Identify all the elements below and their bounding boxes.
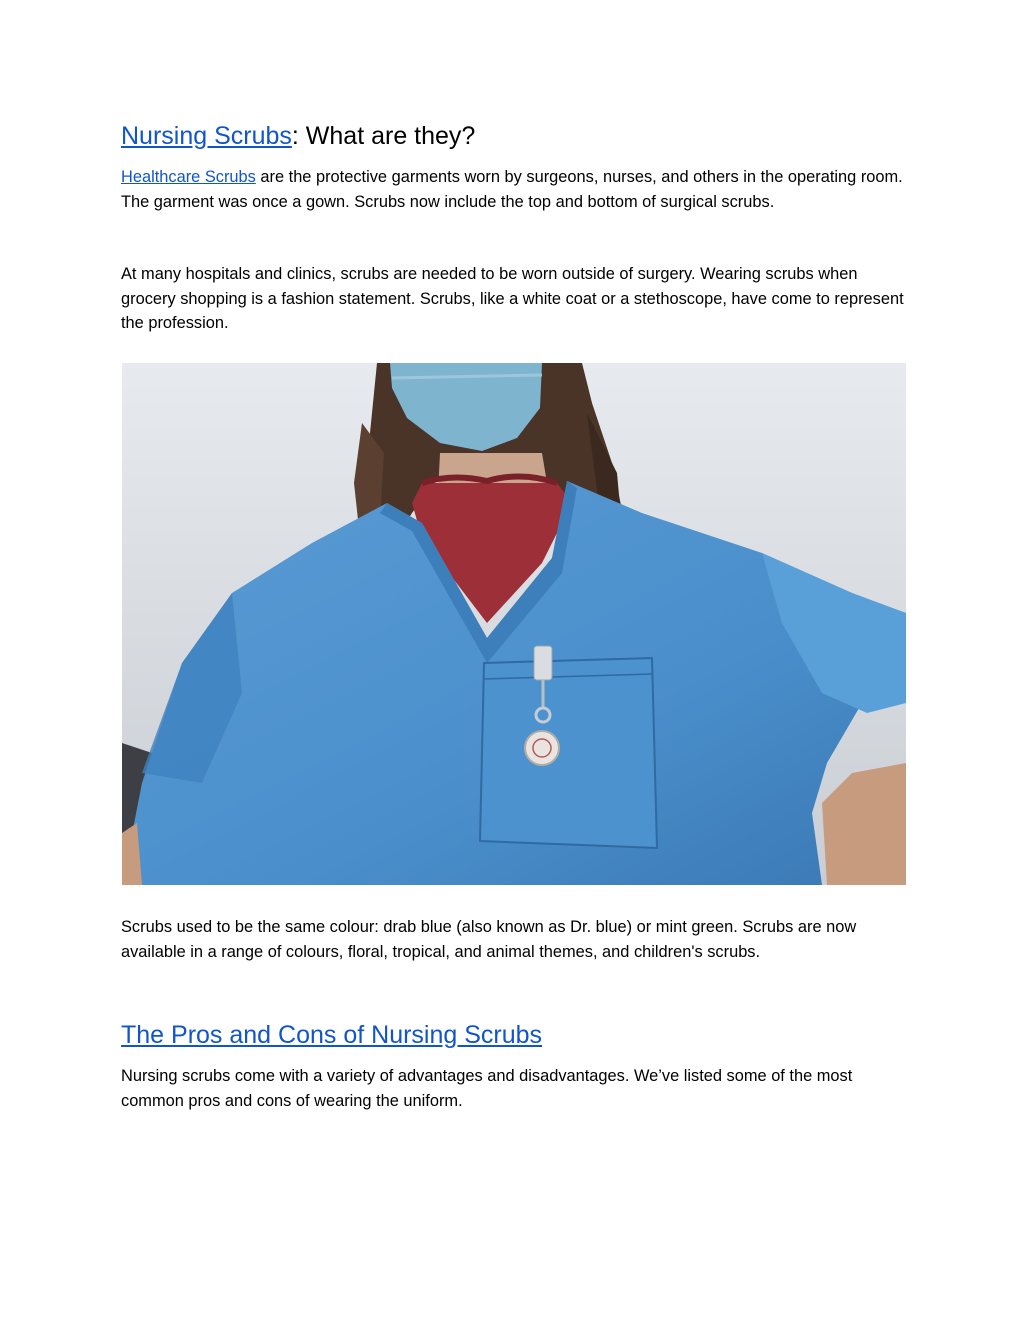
paragraph-pros-cons-intro: Nursing scrubs come with a variety of advantages and disadvantages. We’ve listed some of the most common pros and cons of wearing the uniform.: [121, 1067, 853, 1110]
heading-text: : What are they?: [291, 122, 476, 150]
nursing-scrubs-link[interactable]: Nursing Scrubs: [121, 122, 292, 150]
healthcare-scrubs-link[interactable]: Healthcare Scrubs: [121, 168, 256, 186]
pros-cons-link[interactable]: The Pros and Cons of Nursing Scrubs: [121, 1021, 543, 1049]
section-heading-pros-cons: [121, 1018, 542, 1052]
nurse-illustration: [122, 363, 906, 885]
paragraph-colours: Scrubs used to be the same colour: drab blue (also known as Dr. blue) or mint green. Scrubs are now available in a range of colours, floral, tropical, and animal themes, and children's scrubs.: [121, 918, 857, 961]
section-heading-what-are-they: [121, 119, 475, 153]
paragraph-intro-text: are the protective garments worn by surgeons, nurses, and others in the operating room. The garment was once a gown. Scrubs now include the top and bottom of surgical scrubs.: [121, 168, 903, 211]
nurse-scrubs-photo: [122, 363, 906, 885]
paragraph-outside-surgery: At many hospitals and clinics, scrubs are needed to be worn outside of surgery. Wearing scrubs when grocery shopping is a fashion statement. Scrubs, like a white coat or a stethoscope, have come to represent the profession.: [121, 265, 904, 332]
paragraph-intro: [121, 165, 911, 214]
